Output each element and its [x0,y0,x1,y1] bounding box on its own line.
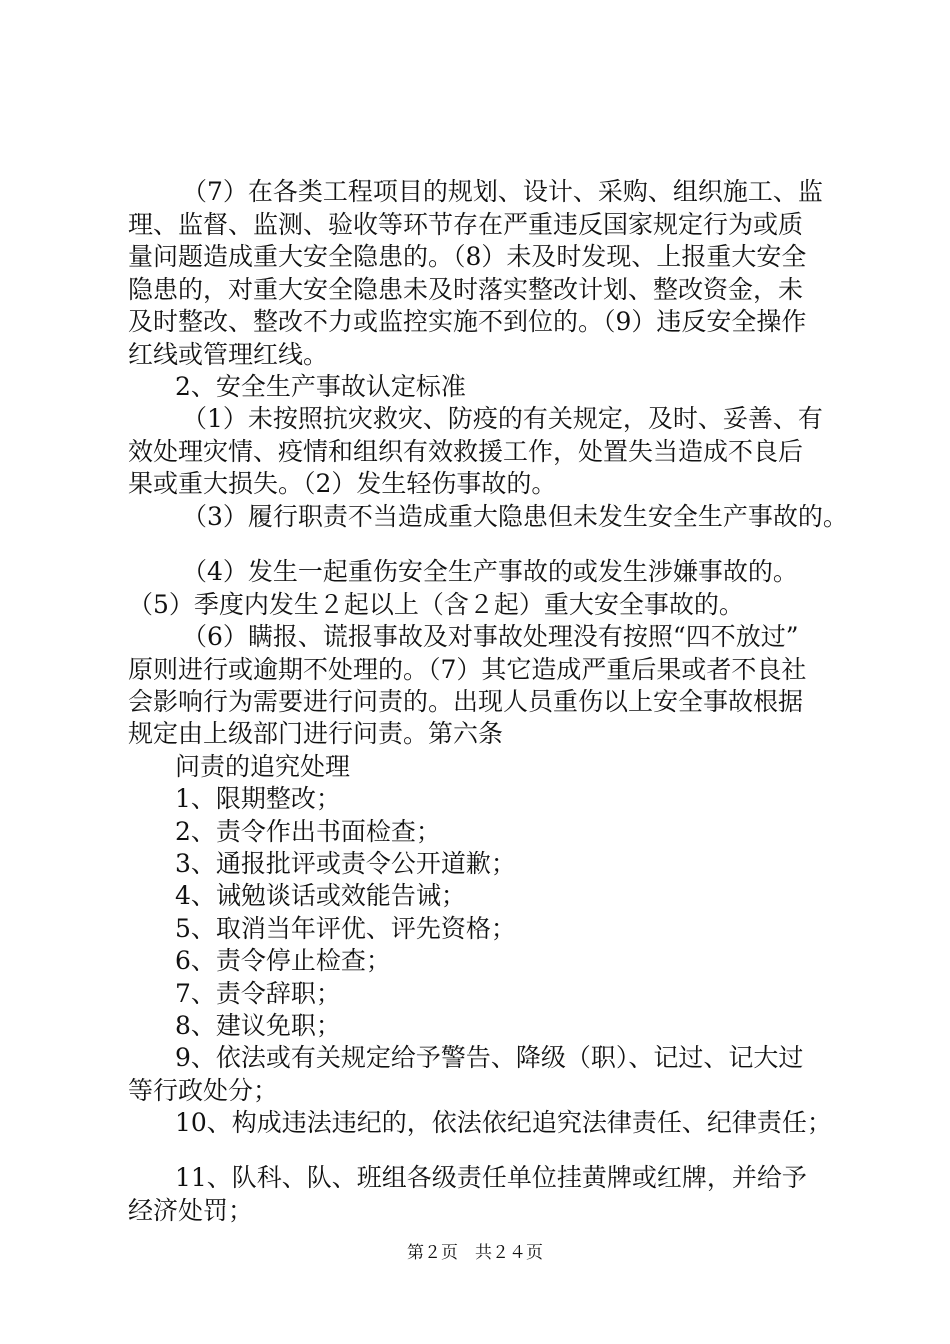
text-line: 原则进行或逾期不处理的。（7）其它造成严重后果或者不良社 [128,655,807,684]
list-item: 1、限期整改； [175,784,341,813]
list-item: 8、建议免职； [175,1011,341,1040]
page-number-footer: 第２页 共２４页 [407,1243,543,1263]
text-line: 果或重大损失。（2）发生轻伤事故的。 [128,469,557,498]
text-line: （3）履行职责不当造成重大隐患但未发生安全生产事故的。 [182,502,848,531]
text-line: 规定由上级部门进行问责。第六条 [128,719,504,748]
text-line: （6）瞒报、谎报事故及对事故处理没有按照“四不放过” [182,622,799,651]
text-line: 及时整改、整改不力或监控实施不到位的。（9）违反安全操作 [128,307,807,336]
text-line: 隐患的，对重大安全隐患未及时落实整改计划、整改资金，未 [128,275,804,304]
list-item: 10、构成违法违纪的，依法依纪追究法律责任、纪律责任； [175,1108,832,1137]
text-line: （1）未按照抗灾救灾、防疫的有关规定，及时、妥善、有 [182,404,823,433]
text-line: （4）发生一起重伤安全生产事故的或发生涉嫌事故的。 [182,557,798,586]
list-item-continuation: 等行政处分； [128,1076,279,1105]
list-item-continuation: 经济处罚； [128,1196,254,1225]
text-line: （7）在各类工程项目的规划、设计、采购、组织施工、监 [182,177,823,206]
list-item: 7、责令辞职； [175,979,341,1008]
text-line: （5）季度内发生２起以上（含２起）重大安全事故的。 [128,590,744,619]
text-line: 效处理灾情、疫情和组织有效救援工作，处置失当造成不良后 [128,437,804,466]
text-line: 量问题造成重大安全隐患的。（8）未及时发现、上报重大安全 [128,242,807,271]
list-item: 5、取消当年评优、评先资格； [175,914,516,943]
text-line: 红线或管理红线。 [128,340,329,369]
list-item: 11、队科、队、班组各级责任单位挂黄牌或红牌，并给予 [175,1163,807,1192]
text-line: 理、监督、监测、验收等环节存在严重违反国家规定行为或质 [128,210,804,239]
list-item: 3、通报批评或责令公开道歉； [175,849,516,878]
list-item: 9、依法或有关规定给予警告、降级（职）、记过、记大过 [175,1043,804,1072]
section-heading: 2、安全生产事故认定标准 [175,372,466,401]
list-item: 4、诫勉谈话或效能告诫； [175,881,466,910]
list-item: 6、责令停止检查； [175,946,391,975]
text-line: 会影响行为需要进行问责的。出现人员重伤以上安全事故根据 [128,687,804,716]
list-item: 2、责令作出书面检查； [175,817,441,846]
section-heading: 问责的追究处理 [175,752,351,781]
